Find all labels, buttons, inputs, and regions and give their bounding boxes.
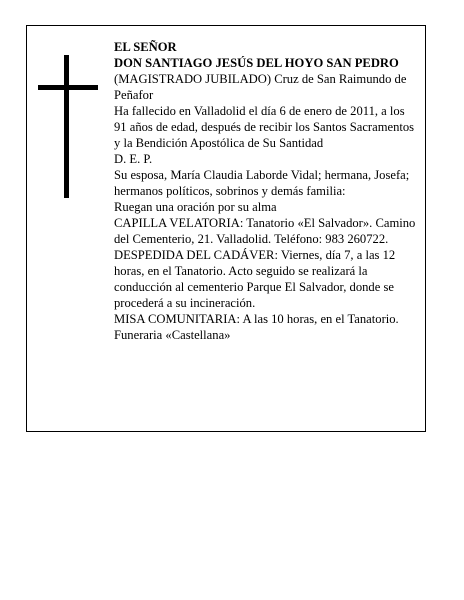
prayer-request: Ruegan una oración por su alma (114, 200, 277, 214)
obituary-text (114, 39, 420, 343)
distinction: (MAGISTRADO JUBILADO) Cruz de San Raimundo de Peñafor (114, 72, 407, 102)
rip-line: D. E. P. (114, 152, 153, 166)
funeral-home: Funeraria «Castellana» (114, 328, 231, 342)
family-line: Su esposa, María Claudia Laborde Vidal; hermana, Josefa; hermanos políticos, sobrinos y demás familia: (114, 168, 410, 198)
title-line: EL SEÑOR (114, 40, 177, 54)
farewell-info: DESPEDIDA DEL CADÁVER: Viernes, día 7, a las 12 horas, en el Tanatorio. Acto seguido se realizará la conducción al cementerio Parque El Salvador, donde se procederá a su incineración. (114, 248, 396, 310)
cross-vertical-bar (64, 55, 69, 198)
death-announcement: Ha fallecido en Valladolid el día 6 de enero de 2011, a los 91 años de edad, después de recibir los Santos Sacramentos y la Bendición Apostólica de Su Santidad (114, 104, 415, 150)
cross-horizontal-bar (38, 85, 98, 90)
chapel-info: CAPILLA VELATORIA: Tanatorio «El Salvador». Camino del Cementerio, 21. Valladolid. Teléfono: 983 260722. (114, 216, 416, 246)
deceased-name: DON SANTIAGO JESÚS DEL HOYO SAN PEDRO (114, 56, 399, 70)
cross-icon (38, 55, 98, 198)
mass-info: MISA COMUNITARIA: A las 10 horas, en el Tanatorio. (114, 312, 399, 326)
